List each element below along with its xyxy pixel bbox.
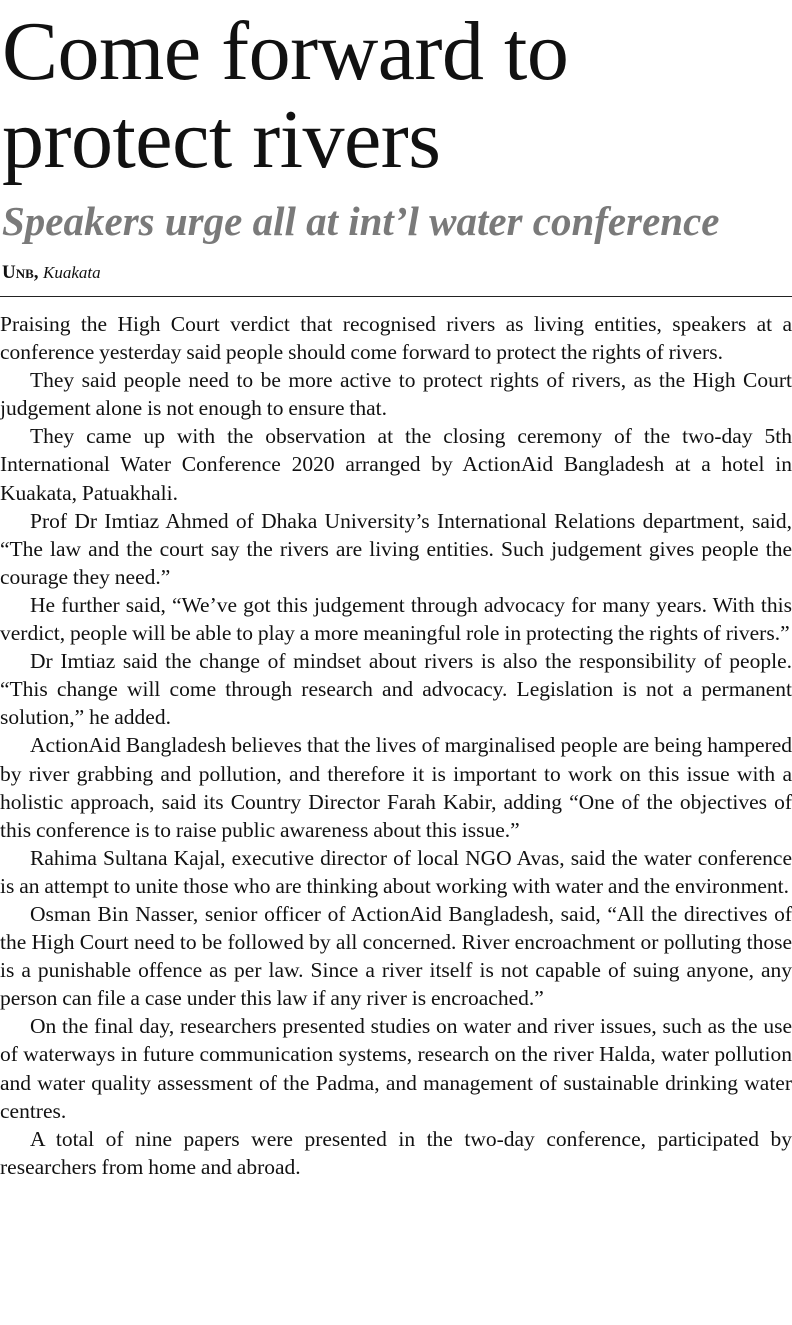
paragraph: ActionAid Bangladesh believes that the lives of marginalised people are being hampered by river grabbing and pollution, and therefore it is important to work on this issue with a holistic approach, said its Country Director Farah Kabir, adding “One of the objectives of this conference is to raise public awareness about this issue.” xyxy=(0,733,792,842)
headline: Come forward to protect rivers xyxy=(2,5,569,186)
paragraph: A total of nine papers were presented in the two-day conference, participated by researchers from home and abroad. xyxy=(0,1126,792,1179)
paragraph: Dr Imtiaz said the change of mindset about rivers is also the responsibility of people. “This change will come through research and advocacy. Legislation is not a permanent solution,” he added. xyxy=(0,649,792,730)
byline-location: Kuakata xyxy=(43,263,101,282)
paragraph: Osman Bin Nasser, senior officer of ActionAid Bangladesh, said, “All the directives of the High Court need to be followed by all concerned. River encroachment or polluting those is a punishable offence as per law. Since a river itself is not capable of suing anyone, any person can file a case under this law if any river is encroached.” xyxy=(0,901,792,1011)
byline-agency: Unb, xyxy=(2,262,39,283)
subheadline: Speakers urge all at int’l water conference xyxy=(2,198,720,244)
byline-divider xyxy=(0,296,792,297)
byline xyxy=(2,260,101,285)
article-body xyxy=(0,310,792,1181)
paragraph: Prof Dr Imtiaz Ahmed of Dhaka University’s International Relations department, said, “The law and the court say the rivers are living entities. Such judgement gives people the courage they need.” xyxy=(0,508,792,589)
paragraph: On the final day, researchers presented studies on water and river issues, such as the use of waterways in future communication systems, research on the river Halda, water pollution and water quality assessment of the Padma, and management of sustainable drinking water centres. xyxy=(0,1014,792,1123)
paragraph: He further said, “We’ve got this judgement through advocacy for many years. With this verdict, people will be able to play a more meaningful role in protecting the rights of rivers.” xyxy=(0,592,792,646)
paragraph: They said people need to be more active to protect rights of rivers, as the High Court judgement alone is not enough to ensure that. xyxy=(0,368,792,421)
paragraph: Rahima Sultana Kajal, executive director of local NGO Avas, said the water conference is an attempt to unite those who are thinking about working with water and the environment. xyxy=(0,845,792,898)
paragraph: Praising the High Court verdict that recognised rivers as living entities, speakers at a conference yesterday said people should come forward to protect the rights of rivers. xyxy=(0,312,792,365)
paragraph: They came up with the observation at the closing ceremony of the two-day 5th International Water Conference 2020 arranged by ActionAid Bangladesh at a hotel in Kuakata, Patuakhali. xyxy=(0,424,792,505)
